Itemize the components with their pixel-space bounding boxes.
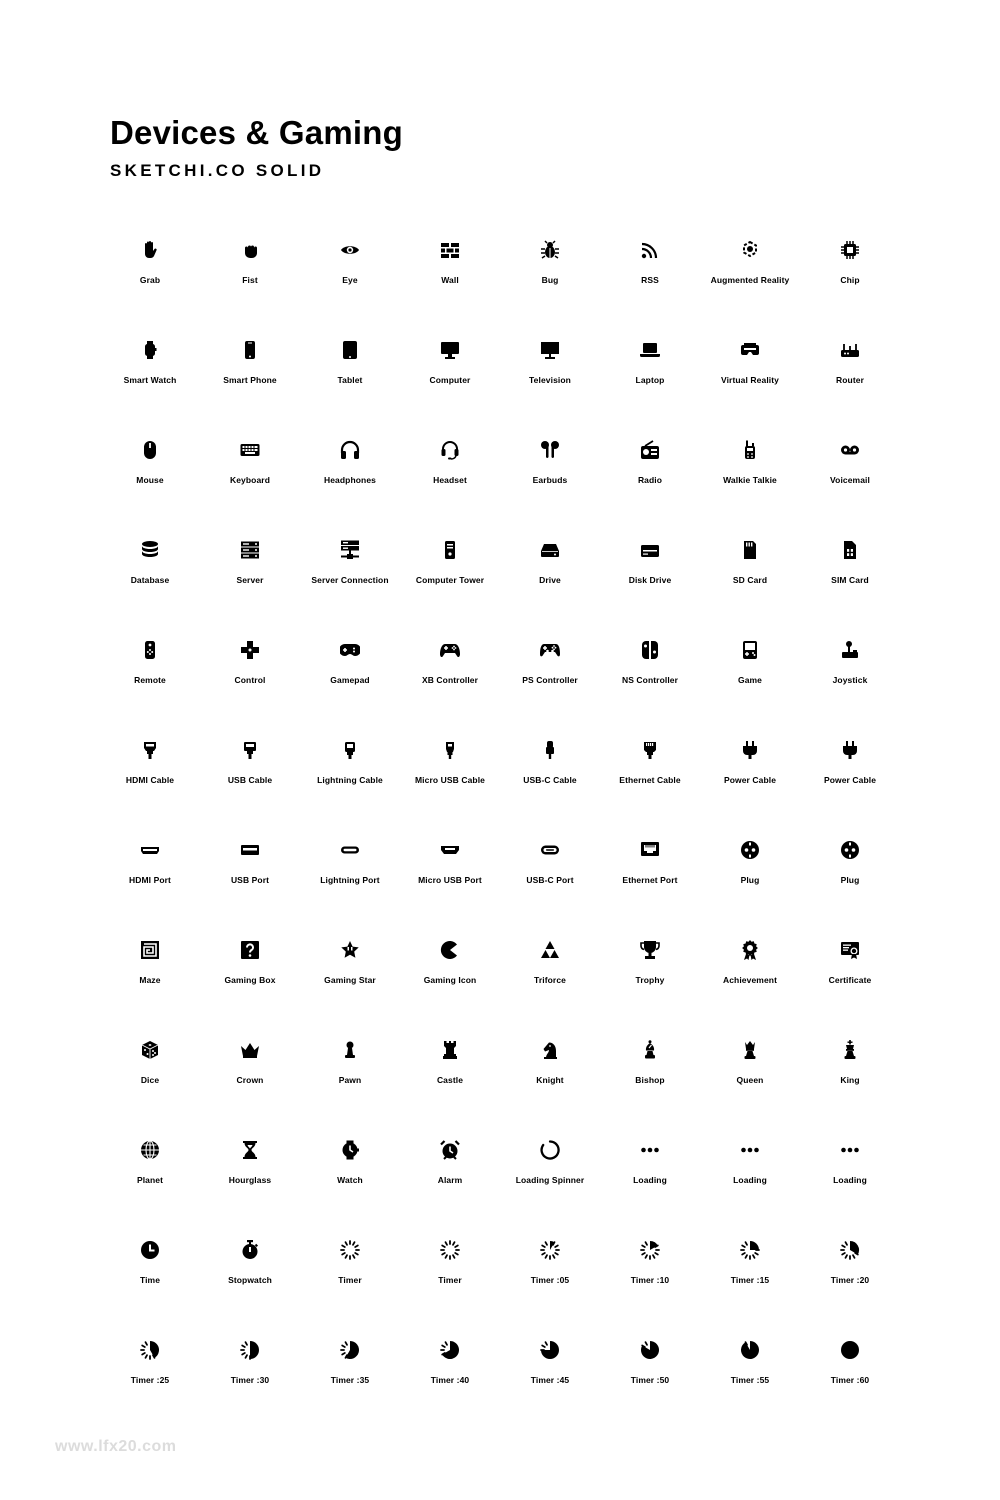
icon-tile: [100, 800, 200, 900]
icon-tile: [700, 300, 800, 400]
icon-label: Joystick: [832, 675, 868, 685]
gaming-star-icon: [340, 940, 360, 960]
icon-label: Planet: [136, 1175, 164, 1185]
icon-label: Bishop: [635, 1075, 665, 1085]
icon-label: Loading: [633, 1175, 667, 1185]
icon-tile: [800, 700, 900, 800]
icon-label: Timer :10: [630, 1275, 670, 1285]
icon-tile: [800, 200, 900, 300]
icon-tile: [300, 200, 400, 300]
icon-label: Wall: [441, 275, 459, 285]
lightning-cable-icon: [340, 740, 360, 760]
icon-label: Timer: [338, 1275, 362, 1285]
icon-tile: [500, 1300, 600, 1400]
chip-icon: [840, 240, 860, 260]
icon-label: Radio: [637, 475, 663, 485]
icon-label: Gamepad: [330, 675, 370, 685]
headset-icon: [440, 440, 460, 460]
icon-label: Stopwatch: [228, 1275, 272, 1285]
icon-tile: [800, 500, 900, 600]
ns-controller-icon: [640, 640, 660, 660]
icon-tile: [600, 400, 700, 500]
icon-label: SIM Card: [831, 575, 869, 585]
icon-label: Eye: [342, 275, 358, 285]
icon-label: Power Cable: [723, 775, 777, 785]
castle-icon: [440, 1040, 460, 1060]
icon-label: Timer :20: [830, 1275, 870, 1285]
usb-cable-icon: [240, 740, 260, 760]
icon-tile: [500, 400, 600, 500]
icon-tile: [300, 600, 400, 700]
bishop-icon: [640, 1040, 660, 1060]
icon-label: Plug: [840, 875, 860, 885]
server-connection-icon: [340, 540, 360, 560]
grab-icon: [140, 240, 160, 260]
dice-icon: [140, 1040, 160, 1060]
icon-tile: [700, 400, 800, 500]
triforce-icon: [540, 940, 560, 960]
icon-tile: [100, 1200, 200, 1300]
icon-label: Timer :30: [230, 1375, 270, 1385]
smart-watch-icon: [140, 340, 160, 360]
timer-icon: [340, 1240, 360, 1260]
icon-tile: [800, 800, 900, 900]
icon-tile: [400, 500, 500, 600]
icon-tile: [200, 500, 300, 600]
icon-label: RSS: [641, 275, 659, 285]
icon-label: Game: [737, 675, 763, 685]
computer-tower-icon: [440, 540, 460, 560]
icon-label: Crown: [236, 1075, 264, 1085]
icon-label: Timer :35: [330, 1375, 370, 1385]
icon-tile: [600, 300, 700, 400]
icon-label: Fist: [242, 275, 258, 285]
icon-tile: [700, 1300, 800, 1400]
icon-tile: [800, 1000, 900, 1100]
icon-tile: [800, 1300, 900, 1400]
icon-tile: [500, 500, 600, 600]
icon-tile: [800, 400, 900, 500]
page-title: Devices & Gaming: [110, 114, 403, 151]
time-icon: [140, 1240, 160, 1260]
icon-label: Remote: [134, 675, 166, 685]
icon-tile: [600, 1100, 700, 1200]
icon-label: Database: [130, 575, 170, 585]
icon-label: Power Cable: [823, 775, 877, 785]
sim-card-icon: [840, 540, 860, 560]
icon-tile: [300, 1300, 400, 1400]
icon-label: HDMI Port: [129, 875, 171, 885]
icon-tile: [600, 1200, 700, 1300]
icon-label: Maze: [139, 975, 161, 985]
icon-tile: [100, 200, 200, 300]
icon-label: USB Cable: [227, 775, 273, 785]
icon-tile: [200, 800, 300, 900]
icon-label: PS Controller: [522, 675, 578, 685]
icon-label: USB-C Cable: [523, 775, 577, 785]
loading-dots-icon: [740, 1140, 760, 1160]
icon-tile: [400, 200, 500, 300]
database-icon: [140, 540, 160, 560]
icon-tile: [300, 400, 400, 500]
icon-label: Keyboard: [229, 475, 270, 485]
icon-label: Lightning Port: [320, 875, 380, 885]
remote-icon: [140, 640, 160, 660]
icon-label: Timer :60: [830, 1375, 870, 1385]
icon-tile: [400, 600, 500, 700]
header: [110, 113, 403, 181]
icon-tile: [100, 400, 200, 500]
icon-label: Bug: [541, 275, 559, 285]
voicemail-icon: [840, 440, 860, 460]
icon-label: Virtual Reality: [720, 375, 780, 385]
icon-tile: [200, 200, 300, 300]
icon-tile: [200, 900, 300, 1000]
trophy-icon: [640, 940, 660, 960]
gamepad-icon: [340, 640, 360, 660]
icon-tile: [600, 1300, 700, 1400]
icon-label: Ethernet Cable: [619, 775, 681, 785]
fist-icon: [240, 240, 260, 260]
icon-tile: [400, 1100, 500, 1200]
virtual-reality-icon: [740, 340, 760, 360]
icon-label: Loading: [733, 1175, 767, 1185]
icon-tile: [500, 800, 600, 900]
timer-icon: [640, 1240, 660, 1260]
icon-label: Knight: [536, 1075, 564, 1085]
ethernet-port-icon: [640, 840, 660, 860]
pawn-icon: [340, 1040, 360, 1060]
icon-tile: [200, 1000, 300, 1100]
icon-label: Pawn: [338, 1075, 362, 1085]
icon-tile: [300, 900, 400, 1000]
icon-label: Chip: [840, 275, 860, 285]
icon-label: Ethernet Port: [622, 875, 678, 885]
icon-tile: [500, 1200, 600, 1300]
icon-tile: [200, 600, 300, 700]
icon-label: Time: [139, 1275, 161, 1285]
icon-tile: [300, 1100, 400, 1200]
earbuds-icon: [540, 440, 560, 460]
icon-label: Timer :05: [530, 1275, 570, 1285]
usb-c-port-icon: [540, 840, 560, 860]
icon-tile: [800, 300, 900, 400]
icon-tile: [300, 300, 400, 400]
queen-icon: [740, 1040, 760, 1060]
timer-icon: [140, 1340, 160, 1360]
lightning-port-icon: [340, 840, 360, 860]
icon-tile: [700, 1200, 800, 1300]
icon-label: Triforce: [534, 975, 566, 985]
icon-label: Timer :55: [730, 1375, 770, 1385]
icon-tile: [300, 1000, 400, 1100]
icon-tile: [100, 600, 200, 700]
power-cable-icon: [840, 740, 860, 760]
icon-label: Timer :40: [430, 1375, 470, 1385]
control-icon: [240, 640, 260, 660]
icon-label: Computer: [429, 375, 471, 385]
alarm-icon: [440, 1140, 460, 1160]
power-cable-icon: [740, 740, 760, 760]
timer-icon: [740, 1340, 760, 1360]
icon-label: Server Connection: [311, 575, 389, 585]
bug-icon: [540, 240, 560, 260]
icon-tile: [800, 600, 900, 700]
icon-label: Dice: [140, 1075, 160, 1085]
gaming-box-icon: [240, 940, 260, 960]
timer-icon: [240, 1340, 260, 1360]
joystick-icon: [840, 640, 860, 660]
icon-label: Grab: [139, 275, 161, 285]
icon-label: Watch: [337, 1175, 363, 1185]
loading-dots-icon: [640, 1140, 660, 1160]
server-icon: [240, 540, 260, 560]
drive-icon: [540, 540, 560, 560]
timer-icon: [440, 1340, 460, 1360]
icon-label: Plug: [740, 875, 760, 885]
icon-tile: [600, 200, 700, 300]
crown-icon: [240, 1040, 260, 1060]
icon-tile: [800, 900, 900, 1000]
icon-label: Server: [236, 575, 264, 585]
timer-icon: [740, 1240, 760, 1260]
icon-tile: [100, 700, 200, 800]
icon-label: Timer: [438, 1275, 462, 1285]
icon-label: NS Controller: [621, 675, 679, 685]
icon-tile: [500, 900, 600, 1000]
timer-icon: [840, 1240, 860, 1260]
icon-label: Loading: [833, 1175, 867, 1185]
icon-label: Hourglass: [228, 1175, 272, 1185]
icon-label: Timer :25: [130, 1375, 170, 1385]
icon-tile: [600, 1000, 700, 1100]
icon-tile: [400, 900, 500, 1000]
icon-tile: [700, 500, 800, 600]
icon-tile: [400, 400, 500, 500]
icon-label: Tablet: [337, 375, 363, 385]
timer-icon: [640, 1340, 660, 1360]
augmented-reality-icon: [740, 240, 760, 260]
icon-tile: [500, 1100, 600, 1200]
watermark: www.lfx20.com: [55, 1438, 177, 1455]
icon-tile: [100, 300, 200, 400]
maze-icon: [140, 940, 160, 960]
knight-icon: [540, 1040, 560, 1060]
icon-tile: [400, 700, 500, 800]
achievement-icon: [740, 940, 760, 960]
icon-label: Augmented Reality: [710, 275, 790, 285]
icon-label: King: [840, 1075, 860, 1085]
gaming-icon: [440, 940, 460, 960]
timer-icon: [540, 1240, 560, 1260]
icon-tile: [400, 1200, 500, 1300]
icon-tile: [700, 1000, 800, 1100]
icon-tile: [400, 800, 500, 900]
headphones-icon: [340, 440, 360, 460]
icon-label: Drive: [539, 575, 561, 585]
icon-label: Trophy: [635, 975, 665, 985]
icon-label: Micro USB Cable: [415, 775, 485, 785]
plug-icon: [840, 840, 860, 860]
icon-label: Earbuds: [532, 475, 568, 485]
usb-port-icon: [240, 840, 260, 860]
icon-label: Control: [234, 675, 266, 685]
icon-tile: [500, 300, 600, 400]
icon-label: Smart Phone: [223, 375, 277, 385]
planet-icon: [140, 1140, 160, 1160]
icon-tile: [300, 800, 400, 900]
computer-icon: [440, 340, 460, 360]
icon-label: Micro USB Port: [418, 875, 482, 885]
television-icon: [540, 340, 560, 360]
mouse-icon: [140, 440, 160, 460]
icon-tile: [200, 1300, 300, 1400]
icon-label: Mouse: [136, 475, 164, 485]
icon-tile: [100, 900, 200, 1000]
ethernet-cable-icon: [640, 740, 660, 760]
icon-tile: [500, 600, 600, 700]
icon-tile: [100, 1100, 200, 1200]
icon-tile: [500, 1000, 600, 1100]
plug-icon: [740, 840, 760, 860]
wall-icon: [440, 240, 460, 260]
icon-label: USB Port: [230, 875, 270, 885]
smart-phone-icon: [240, 340, 260, 360]
icon-label: Gaming Icon: [423, 975, 477, 985]
ps-controller-icon: [540, 640, 560, 660]
icon-tile: [400, 300, 500, 400]
certificate-icon: [840, 940, 860, 960]
disk-drive-icon: [640, 540, 660, 560]
icon-tile: [100, 1000, 200, 1100]
router-icon: [840, 340, 860, 360]
walkie-talkie-icon: [740, 440, 760, 460]
rss-icon: [640, 240, 660, 260]
timer-icon: [540, 1340, 560, 1360]
icon-tile: [200, 700, 300, 800]
micro-usb-cable-icon: [440, 740, 460, 760]
icon-tile: [700, 600, 800, 700]
icon-tile: [700, 200, 800, 300]
tablet-icon: [340, 340, 360, 360]
icon-label: SD Card: [732, 575, 768, 585]
icon-grid: [100, 200, 900, 1400]
keyboard-icon: [240, 440, 260, 460]
icon-label: Alarm: [437, 1175, 463, 1185]
watch-icon: [340, 1140, 360, 1160]
icon-tile: [400, 1000, 500, 1100]
icon-tile: [600, 500, 700, 600]
icon-label: HDMI Cable: [125, 775, 175, 785]
icon-tile: [300, 700, 400, 800]
icon-label: Timer :15: [730, 1275, 770, 1285]
icon-label: Smart Watch: [123, 375, 177, 385]
micro-usb-port-icon: [440, 840, 460, 860]
timer-icon: [340, 1340, 360, 1360]
icon-tile: [100, 500, 200, 600]
icon-label: Headphones: [323, 475, 376, 485]
icon-label: Disk Drive: [628, 575, 672, 585]
hdmi-cable-icon: [140, 740, 160, 760]
eye-icon: [340, 240, 360, 260]
icon-label: Gaming Box: [224, 975, 276, 985]
icon-label: Television: [529, 375, 571, 385]
icon-tile: [100, 1300, 200, 1400]
sd-card-icon: [740, 540, 760, 560]
icon-label: USB-C Port: [526, 875, 574, 885]
stopwatch-icon: [240, 1240, 260, 1260]
icon-label: Gaming Star: [324, 975, 376, 985]
icon-label: Walkie Talkie: [723, 475, 777, 485]
icon-tile: [300, 1200, 400, 1300]
icon-label: Timer :50: [630, 1375, 670, 1385]
icon-tile: [600, 800, 700, 900]
icon-label: Timer :45: [530, 1375, 570, 1385]
laptop-icon: [640, 340, 660, 360]
icon-tile: [200, 300, 300, 400]
icon-tile: [200, 1100, 300, 1200]
icon-tile: [200, 400, 300, 500]
icon-tile: [500, 200, 600, 300]
icon-tile: [800, 1100, 900, 1200]
icon-label: Castle: [436, 1075, 464, 1085]
icon-tile: [600, 900, 700, 1000]
icon-tile: [300, 500, 400, 600]
icon-label: XB Controller: [421, 675, 479, 685]
icon-label: Computer Tower: [415, 575, 485, 585]
icon-tile: [400, 1300, 500, 1400]
icon-tile: [200, 1200, 300, 1300]
icon-tile: [500, 700, 600, 800]
icon-label: Laptop: [635, 375, 665, 385]
icon-label: Router: [836, 375, 864, 385]
loading-dots-icon: [840, 1140, 860, 1160]
icon-tile: [700, 800, 800, 900]
timer-icon: [840, 1340, 860, 1360]
icon-label: Certificate: [828, 975, 872, 985]
icon-tile: [700, 700, 800, 800]
icon-tile: [600, 600, 700, 700]
icon-label: Achievement: [722, 975, 777, 985]
icon-tile: [700, 900, 800, 1000]
icon-label: Loading Spinner: [515, 1175, 585, 1185]
icon-label: Voicemail: [830, 475, 870, 485]
icon-label: Headset: [433, 475, 467, 485]
radio-icon: [640, 440, 660, 460]
icon-tile: [800, 1200, 900, 1300]
timer-icon: [440, 1240, 460, 1260]
icon-tile: [600, 700, 700, 800]
page-subtitle: SKETCHI.CO SOLID: [110, 161, 325, 180]
xb-controller-icon: [440, 640, 460, 660]
usb-c-cable-icon: [540, 740, 560, 760]
loading-spinner-icon: [540, 1140, 560, 1160]
hdmi-port-icon: [140, 840, 160, 860]
icon-tile: [700, 1100, 800, 1200]
king-icon: [840, 1040, 860, 1060]
game-icon: [740, 640, 760, 660]
icon-label: Queen: [736, 1075, 764, 1085]
icon-label: Lightning Cable: [317, 775, 383, 785]
hourglass-icon: [240, 1140, 260, 1160]
